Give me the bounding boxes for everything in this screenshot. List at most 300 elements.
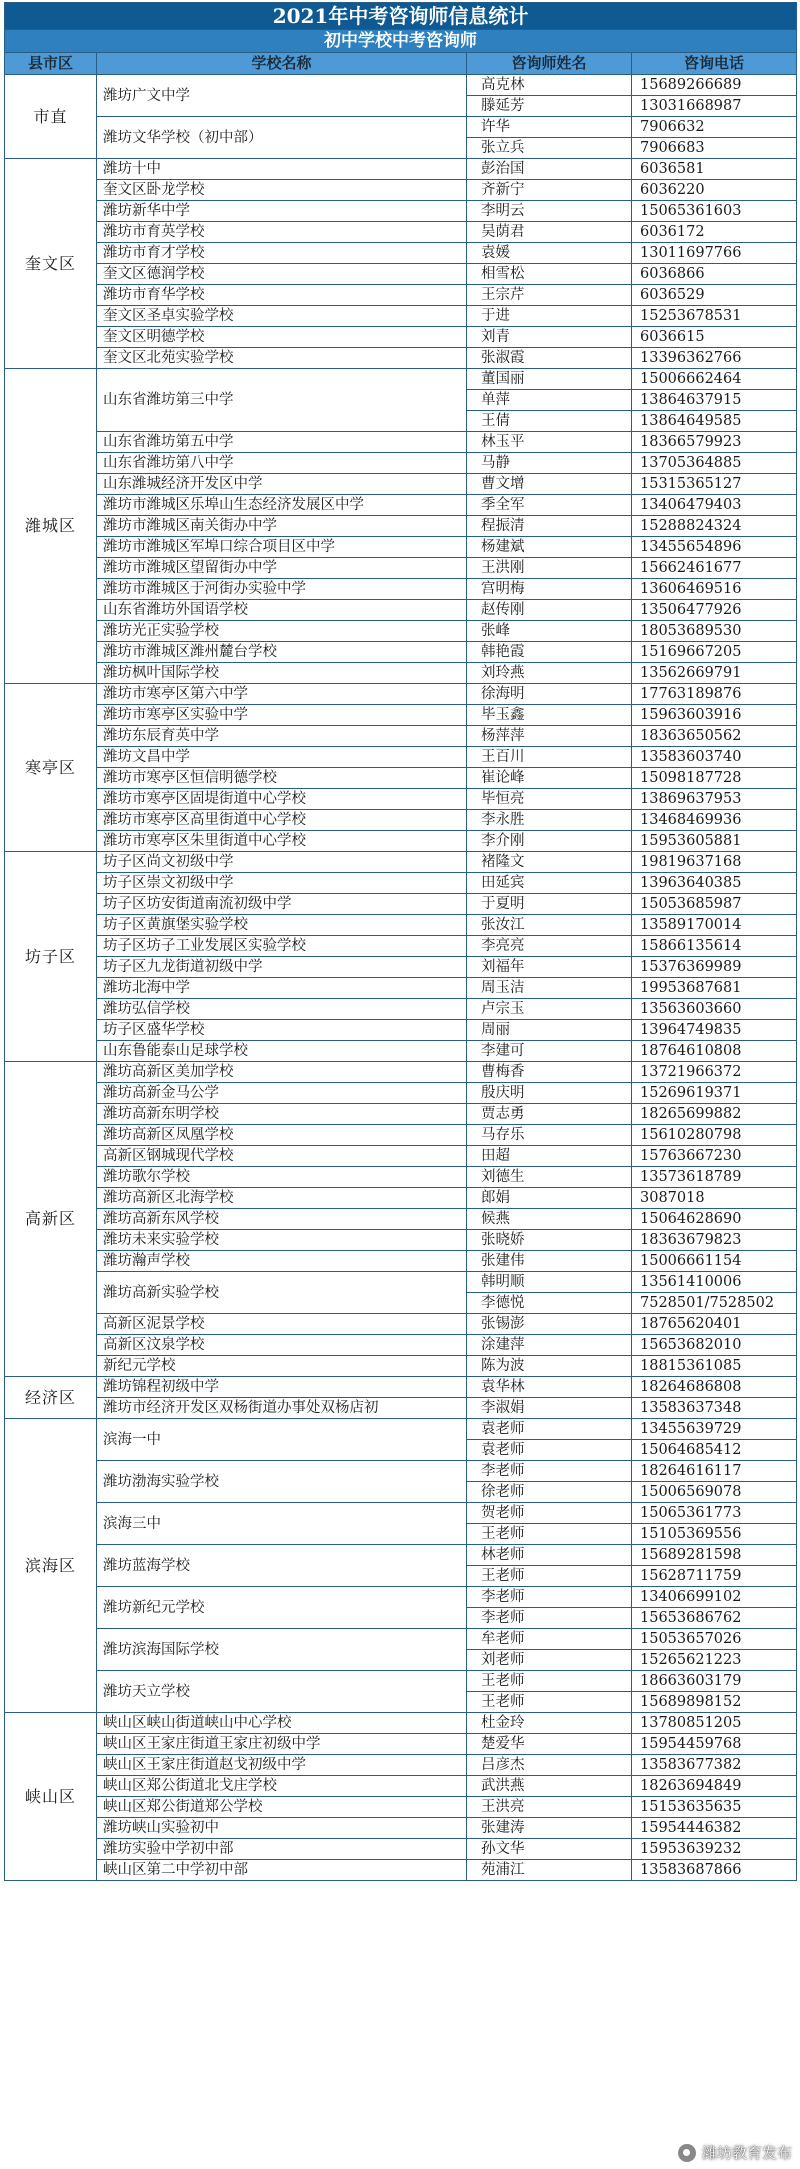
counselor-name-cell: 张淑霞	[467, 348, 632, 369]
counselor-name-cell: 周玉洁	[467, 978, 632, 999]
phone-cell: 13864649585	[632, 411, 797, 432]
school-cell: 潍坊市潍城区南关街办中学	[97, 516, 467, 537]
school-cell: 新纪元学校	[97, 1356, 467, 1377]
counselor-name-cell: 杨建斌	[467, 537, 632, 558]
school-cell: 潍坊市潍城区于河街办实验中学	[97, 579, 467, 600]
counselor-name-cell: 张晓娇	[467, 1230, 632, 1251]
counselor-name-cell: 曹梅香	[467, 1062, 632, 1083]
counselor-name-cell: 殷庆明	[467, 1083, 632, 1104]
phone-cell: 6036615	[632, 327, 797, 348]
watermark-text: 潍坊教育发布	[701, 2144, 792, 2162]
counselor-name-cell: 许华	[467, 117, 632, 138]
phone-cell: 15053685987	[632, 894, 797, 915]
phone-cell: 18053689530	[632, 621, 797, 642]
table-row	[5, 1125, 797, 1146]
school-cell: 潍坊高新区美加学校	[97, 1062, 467, 1083]
table-row	[5, 768, 797, 789]
table-row	[5, 285, 797, 306]
counselor-name-cell: 贺老师	[467, 1503, 632, 1524]
counselor-name-cell: 武洪燕	[467, 1776, 632, 1797]
phone-cell: 13583677382	[632, 1755, 797, 1776]
counselor-name-cell: 田延宾	[467, 873, 632, 894]
table-row	[5, 516, 797, 537]
phone-cell: 15315365127	[632, 474, 797, 495]
counselor-name-cell: 徐海明	[467, 684, 632, 705]
phone-cell: 13406479403	[632, 495, 797, 516]
school-cell: 潍坊北海中学	[97, 978, 467, 999]
table-row	[5, 621, 797, 642]
phone-cell: 15653682010	[632, 1335, 797, 1356]
table-row	[5, 327, 797, 348]
phone-cell: 13780851205	[632, 1713, 797, 1734]
table-row	[5, 1104, 797, 1125]
phone-cell: 13583637348	[632, 1398, 797, 1419]
table-row	[5, 1377, 797, 1398]
table-row	[5, 726, 797, 747]
counselor-name-cell: 赵传刚	[467, 600, 632, 621]
counselor-name-cell: 李亮亮	[467, 936, 632, 957]
header-phone: 咨询电话	[632, 53, 797, 75]
counselor-name-cell: 齐新宁	[467, 180, 632, 201]
phone-cell: 15954446382	[632, 1818, 797, 1839]
counselor-name-cell: 张锡澎	[467, 1314, 632, 1335]
table-row	[5, 663, 797, 684]
phone-cell: 18264686808	[632, 1377, 797, 1398]
counselor-name-cell: 牟老师	[467, 1629, 632, 1650]
phone-cell: 15169667205	[632, 642, 797, 663]
counselor-name-cell: 王百川	[467, 747, 632, 768]
table-row	[5, 1419, 797, 1440]
table-row	[5, 264, 797, 285]
phone-cell: 15662461677	[632, 558, 797, 579]
counselor-name-cell: 吴荫君	[467, 222, 632, 243]
phone-cell: 15689281598	[632, 1545, 797, 1566]
table-row	[5, 348, 797, 369]
table-row	[5, 1797, 797, 1818]
school-cell: 滨海三中	[97, 1503, 467, 1545]
table-row	[5, 810, 797, 831]
phone-cell: 15265621223	[632, 1650, 797, 1671]
phone-cell: 15253678531	[632, 306, 797, 327]
counselor-name-cell: 涂建萍	[467, 1335, 632, 1356]
school-cell: 坊子区坊安街道南流初级中学	[97, 894, 467, 915]
phone-cell: 13573618789	[632, 1167, 797, 1188]
school-cell: 潍坊市潍城区乐埠山生态经济发展区中学	[97, 495, 467, 516]
counselor-name-cell: 周丽	[467, 1020, 632, 1041]
phone-cell: 13011697766	[632, 243, 797, 264]
table-row	[5, 1230, 797, 1251]
counselor-name-cell: 张建伟	[467, 1251, 632, 1272]
school-cell: 坊子区黄旗堡实验学校	[97, 915, 467, 936]
school-cell: 潍坊高新实验学校	[97, 1272, 467, 1314]
school-cell: 峡山区郑公街道北戈庄学校	[97, 1776, 467, 1797]
phone-cell: 15866135614	[632, 936, 797, 957]
table-row	[5, 1062, 797, 1083]
counselor-name-cell: 李老师	[467, 1587, 632, 1608]
table-row	[5, 1188, 797, 1209]
school-cell: 潍坊市育华学校	[97, 285, 467, 306]
school-cell: 峡山区郑公街道郑公学校	[97, 1797, 467, 1818]
phone-cell: 6036220	[632, 180, 797, 201]
phone-cell: 6036529	[632, 285, 797, 306]
district-cell: 峡山区	[5, 1713, 97, 1881]
table-row	[5, 75, 797, 96]
counselor-name-cell: 王洪刚	[467, 558, 632, 579]
school-cell: 潍坊天立学校	[97, 1671, 467, 1713]
table-row	[5, 474, 797, 495]
school-cell: 奎文区圣卓实验学校	[97, 306, 467, 327]
school-cell: 潍坊市寒亭区第六中学	[97, 684, 467, 705]
phone-cell: 7906632	[632, 117, 797, 138]
phone-cell: 15153635635	[632, 1797, 797, 1818]
school-cell: 坊子区崇文初级中学	[97, 873, 467, 894]
table-row	[5, 831, 797, 852]
counselor-name-cell: 候燕	[467, 1209, 632, 1230]
school-cell: 潍坊未来实验学校	[97, 1230, 467, 1251]
table-row	[5, 1839, 797, 1860]
table-row	[5, 495, 797, 516]
phone-cell: 15763667230	[632, 1146, 797, 1167]
school-cell: 滨海一中	[97, 1419, 467, 1461]
school-cell: 峡山区第二中学初中部	[97, 1860, 467, 1881]
phone-cell: 18263694849	[632, 1776, 797, 1797]
table-subtitle: 初中学校中考咨询师	[5, 30, 797, 53]
table-row	[5, 999, 797, 1020]
phone-cell: 15653686762	[632, 1608, 797, 1629]
counselor-name-cell: 张峰	[467, 621, 632, 642]
school-cell: 潍坊文昌中学	[97, 747, 467, 768]
phone-cell: 15053657026	[632, 1629, 797, 1650]
counselor-name-cell: 韩艳霞	[467, 642, 632, 663]
table-row	[5, 873, 797, 894]
phone-cell: 15628711759	[632, 1566, 797, 1587]
table-row	[5, 1671, 797, 1692]
phone-cell: 15098187728	[632, 768, 797, 789]
phone-cell: 18663603179	[632, 1671, 797, 1692]
header-row	[5, 53, 797, 75]
school-cell: 潍坊市潍城区望留街办中学	[97, 558, 467, 579]
school-cell: 潍坊市潍城区潍州麓台学校	[97, 642, 467, 663]
table-row	[5, 1314, 797, 1335]
phone-cell: 15064685412	[632, 1440, 797, 1461]
counselor-name-cell: 刘德生	[467, 1167, 632, 1188]
school-cell: 潍坊滨海国际学校	[97, 1629, 467, 1671]
table-row	[5, 558, 797, 579]
table-row	[5, 1545, 797, 1566]
school-cell: 山东省潍坊第三中学	[97, 369, 467, 432]
table-row	[5, 1146, 797, 1167]
table-row	[5, 642, 797, 663]
counselor-name-cell: 李建可	[467, 1041, 632, 1062]
counselor-name-cell: 杨萍萍	[467, 726, 632, 747]
counselor-name-cell: 高克林	[467, 75, 632, 96]
phone-cell: 13583687866	[632, 1860, 797, 1881]
counselor-name-cell: 刘玲燕	[467, 663, 632, 684]
table-row	[5, 537, 797, 558]
phone-cell: 18764610808	[632, 1041, 797, 1062]
table-row	[5, 789, 797, 810]
table-row	[5, 1020, 797, 1041]
school-cell: 潍坊市潍城区军埠口综合项目区中学	[97, 537, 467, 558]
phone-cell: 18265699882	[632, 1104, 797, 1125]
table-row	[5, 978, 797, 999]
table-row	[5, 1041, 797, 1062]
counselor-name-cell: 董国丽	[467, 369, 632, 390]
table-row	[5, 1629, 797, 1650]
phone-cell: 15953605881	[632, 831, 797, 852]
school-cell: 潍坊高新区北海学校	[97, 1188, 467, 1209]
counselor-name-cell: 郎娟	[467, 1188, 632, 1209]
table-row	[5, 1503, 797, 1524]
counselor-name-cell: 崔论峰	[467, 768, 632, 789]
school-cell: 潍坊市经济开发区双杨街道办事处双杨店初	[97, 1398, 467, 1419]
table-row	[5, 1272, 797, 1293]
school-cell: 潍坊市寒亭区实验中学	[97, 705, 467, 726]
table-row	[5, 369, 797, 390]
stats-table-container	[4, 2, 796, 1881]
school-cell: 潍坊枫叶国际学校	[97, 663, 467, 684]
table-row	[5, 684, 797, 705]
school-cell: 高新区泥景学校	[97, 1314, 467, 1335]
phone-cell: 18363679823	[632, 1230, 797, 1251]
counselor-name-cell: 李淑娟	[467, 1398, 632, 1419]
school-cell: 潍坊高新区凤凰学校	[97, 1125, 467, 1146]
school-cell: 山东鲁能泰山足球学校	[97, 1041, 467, 1062]
phone-cell: 15065361773	[632, 1503, 797, 1524]
phone-cell: 6036172	[632, 222, 797, 243]
counselor-name-cell: 马存乐	[467, 1125, 632, 1146]
table-row	[5, 957, 797, 978]
school-cell: 潍坊渤海实验学校	[97, 1461, 467, 1503]
phone-cell: 18264616117	[632, 1461, 797, 1482]
school-cell: 潍坊市寒亭区高里街道中心学校	[97, 810, 467, 831]
counselor-name-cell: 王老师	[467, 1524, 632, 1545]
counselor-name-cell: 于进	[467, 306, 632, 327]
counselor-name-cell: 杜金玲	[467, 1713, 632, 1734]
phone-cell: 13406699102	[632, 1587, 797, 1608]
counselor-name-cell: 李介刚	[467, 831, 632, 852]
phone-cell: 7906683	[632, 138, 797, 159]
school-cell: 潍坊市寒亭区恒信明德学校	[97, 768, 467, 789]
phone-cell: 18765620401	[632, 1314, 797, 1335]
counselor-name-cell: 贾志勇	[467, 1104, 632, 1125]
district-cell: 高新区	[5, 1062, 97, 1377]
school-cell: 潍坊广文中学	[97, 75, 467, 117]
table-row	[5, 1860, 797, 1881]
table-row	[5, 201, 797, 222]
counselor-name-cell: 程振清	[467, 516, 632, 537]
phone-cell: 13583603740	[632, 747, 797, 768]
phone-cell: 6036581	[632, 159, 797, 180]
phone-cell: 13396362766	[632, 348, 797, 369]
phone-cell: 15954459768	[632, 1734, 797, 1755]
table-row	[5, 600, 797, 621]
school-cell: 潍坊实验中学初中部	[97, 1839, 467, 1860]
school-cell: 潍坊锦程初级中学	[97, 1377, 467, 1398]
phone-cell: 13468469936	[632, 810, 797, 831]
table-row	[5, 1167, 797, 1188]
counselor-name-cell: 徐老师	[467, 1482, 632, 1503]
counselor-stats-table	[4, 2, 797, 1881]
counselor-name-cell: 彭治国	[467, 159, 632, 180]
counselor-name-cell: 宫明梅	[467, 579, 632, 600]
table-row	[5, 1251, 797, 1272]
phone-cell: 13031668987	[632, 96, 797, 117]
school-cell: 潍坊瀚声学校	[97, 1251, 467, 1272]
school-cell: 山东省潍坊第五中学	[97, 432, 467, 453]
table-row	[5, 1776, 797, 1797]
counselor-name-cell: 王老师	[467, 1692, 632, 1713]
phone-cell: 13606469516	[632, 579, 797, 600]
school-cell: 山东省潍坊第八中学	[97, 453, 467, 474]
counselor-name-cell: 孙文华	[467, 1839, 632, 1860]
school-cell: 潍坊高新金马公学	[97, 1083, 467, 1104]
table-row	[5, 705, 797, 726]
school-cell: 高新区汶泉学校	[97, 1335, 467, 1356]
wechat-logo-icon	[677, 2143, 697, 2163]
table-row	[5, 159, 797, 180]
phone-cell: 13721966372	[632, 1062, 797, 1083]
counselor-name-cell: 王洪亮	[467, 1797, 632, 1818]
school-cell: 坊子区尚文初级中学	[97, 852, 467, 873]
counselor-name-cell: 张建涛	[467, 1818, 632, 1839]
phone-cell: 19819637168	[632, 852, 797, 873]
phone-cell: 15006569078	[632, 1482, 797, 1503]
district-cell: 滨海区	[5, 1419, 97, 1713]
table-row	[5, 432, 797, 453]
table-row	[5, 1335, 797, 1356]
header-school: 学校名称	[97, 53, 467, 75]
school-cell: 潍坊峡山实验初中	[97, 1818, 467, 1839]
phone-cell: 15064628690	[632, 1209, 797, 1230]
school-cell: 潍坊新华中学	[97, 201, 467, 222]
phone-cell: 15689898152	[632, 1692, 797, 1713]
phone-cell: 15610280798	[632, 1125, 797, 1146]
school-cell: 峡山区峡山街道峡山中心学校	[97, 1713, 467, 1734]
table-row	[5, 1713, 797, 1734]
school-cell: 潍坊蓝海学校	[97, 1545, 467, 1587]
phone-cell: 13589170014	[632, 915, 797, 936]
phone-cell: 18366579923	[632, 432, 797, 453]
school-cell: 潍坊新纪元学校	[97, 1587, 467, 1629]
counselor-name-cell: 曹文增	[467, 474, 632, 495]
school-cell: 峡山区王家庄街道赵戈初级中学	[97, 1755, 467, 1776]
school-cell: 潍坊东辰育英中学	[97, 726, 467, 747]
school-cell: 潍坊弘信学校	[97, 999, 467, 1020]
table-row	[5, 1356, 797, 1377]
table-row	[5, 1818, 797, 1839]
counselor-name-cell: 苑浦江	[467, 1860, 632, 1881]
counselor-name-cell: 李德悦	[467, 1293, 632, 1314]
counselor-name-cell: 卢宗玉	[467, 999, 632, 1020]
table-row	[5, 1734, 797, 1755]
school-cell: 峡山区王家庄街道王家庄初级中学	[97, 1734, 467, 1755]
table-row	[5, 222, 797, 243]
phone-cell: 13455654896	[632, 537, 797, 558]
counselor-name-cell: 刘青	[467, 327, 632, 348]
counselor-name-cell: 陈为波	[467, 1356, 632, 1377]
counselor-name-cell: 林玉平	[467, 432, 632, 453]
school-cell: 奎文区北苑实验学校	[97, 348, 467, 369]
header-district: 县市区	[5, 53, 97, 75]
school-cell: 潍坊市育英学校	[97, 222, 467, 243]
counselor-name-cell: 季全军	[467, 495, 632, 516]
counselor-name-cell: 刘福年	[467, 957, 632, 978]
phone-cell: 15288824324	[632, 516, 797, 537]
phone-cell: 13455639729	[632, 1419, 797, 1440]
phone-cell: 15065361603	[632, 201, 797, 222]
table-row	[5, 1083, 797, 1104]
table-row	[5, 306, 797, 327]
district-cell: 寒亭区	[5, 684, 97, 852]
district-cell: 潍城区	[5, 369, 97, 684]
counselor-name-cell: 林老师	[467, 1545, 632, 1566]
table-row	[5, 453, 797, 474]
school-cell: 山东省潍坊外国语学校	[97, 600, 467, 621]
phone-cell: 18815361085	[632, 1356, 797, 1377]
counselor-name-cell: 李老师	[467, 1608, 632, 1629]
phone-cell: 15953639232	[632, 1839, 797, 1860]
counselor-name-cell: 楚爱华	[467, 1734, 632, 1755]
phone-cell: 15006662464	[632, 369, 797, 390]
table-row	[5, 1461, 797, 1482]
table-title: 2021年中考咨询师信息统计	[5, 3, 797, 30]
district-cell: 坊子区	[5, 852, 97, 1062]
school-cell: 潍坊市育才学校	[97, 243, 467, 264]
counselor-name-cell: 王老师	[467, 1671, 632, 1692]
school-cell: 奎文区德润学校	[97, 264, 467, 285]
phone-cell: 13864637915	[632, 390, 797, 411]
counselor-name-cell: 田超	[467, 1146, 632, 1167]
phone-cell: 17763189876	[632, 684, 797, 705]
table-row	[5, 852, 797, 873]
counselor-name-cell: 刘老师	[467, 1650, 632, 1671]
school-cell: 潍坊光正实验学校	[97, 621, 467, 642]
counselor-name-cell: 李明云	[467, 201, 632, 222]
table-row	[5, 894, 797, 915]
school-cell: 奎文区卧龙学校	[97, 180, 467, 201]
school-cell: 潍坊高新东风学校	[97, 1209, 467, 1230]
phone-cell: 7528501/7528502	[632, 1293, 797, 1314]
counselor-name-cell: 毕玉鑫	[467, 705, 632, 726]
counselor-name-cell: 李永胜	[467, 810, 632, 831]
phone-cell: 6036866	[632, 264, 797, 285]
phone-cell: 15269619371	[632, 1083, 797, 1104]
phone-cell: 18363650562	[632, 726, 797, 747]
table-body	[5, 75, 797, 1881]
school-cell: 奎文区明德学校	[97, 327, 467, 348]
counselor-name-cell: 于夏明	[467, 894, 632, 915]
school-cell: 坊子区九龙街道初级中学	[97, 957, 467, 978]
phone-cell: 13964749835	[632, 1020, 797, 1041]
phone-cell: 13563603660	[632, 999, 797, 1020]
table-row	[5, 1398, 797, 1419]
district-cell: 奎文区	[5, 159, 97, 369]
phone-cell: 15376369989	[632, 957, 797, 978]
table-row	[5, 243, 797, 264]
school-cell: 山东潍城经济开发区中学	[97, 474, 467, 495]
school-cell: 潍坊文华学校（初中部）	[97, 117, 467, 159]
counselor-name-cell: 相雪松	[467, 264, 632, 285]
phone-cell: 19953687681	[632, 978, 797, 999]
counselor-name-cell: 王宗芹	[467, 285, 632, 306]
counselor-name-cell: 王老师	[467, 1566, 632, 1587]
table-row	[5, 117, 797, 138]
counselor-name-cell: 袁华林	[467, 1377, 632, 1398]
district-cell: 经济区	[5, 1377, 97, 1419]
counselor-name-cell: 韩明顺	[467, 1272, 632, 1293]
table-row	[5, 936, 797, 957]
